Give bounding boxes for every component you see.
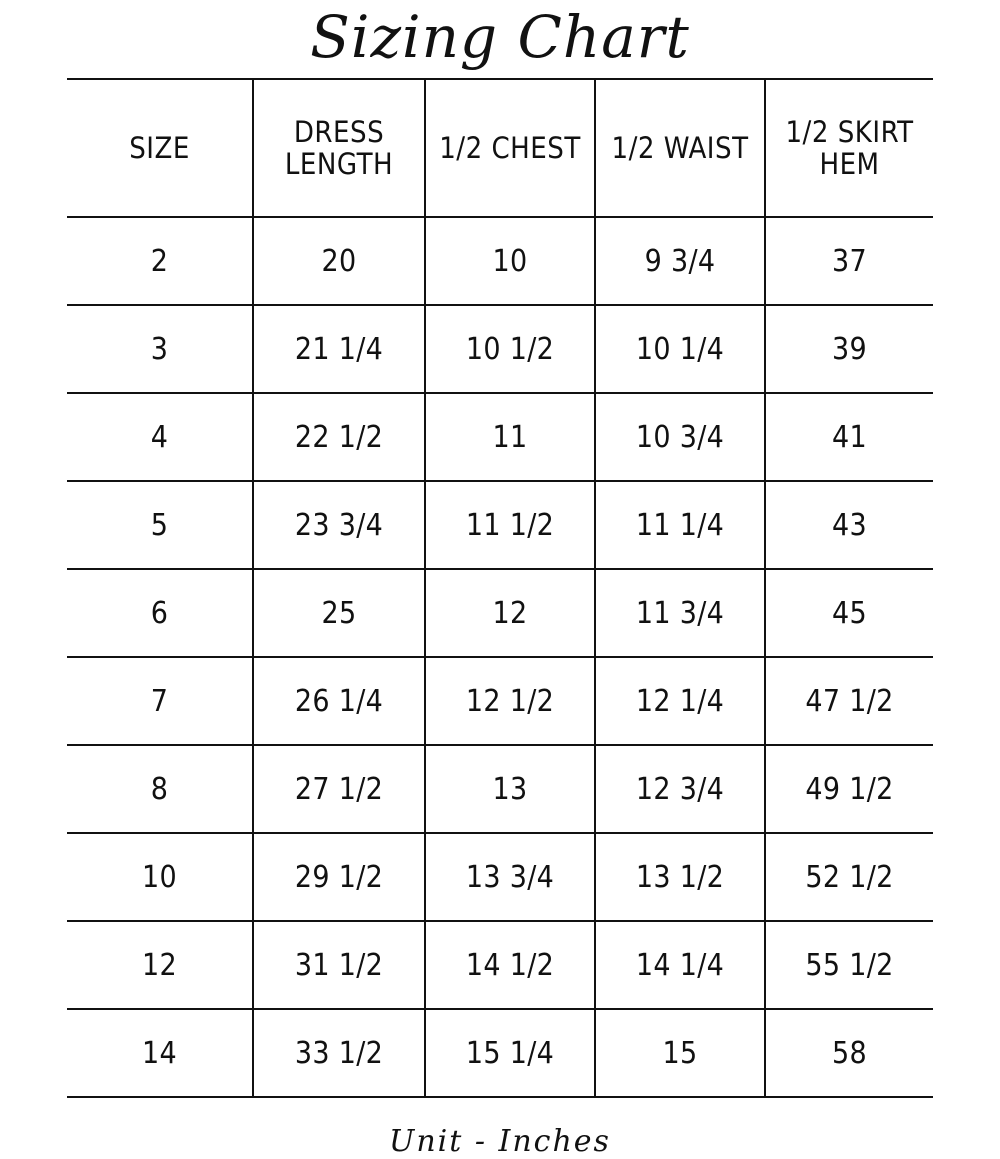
cell-dress-length: 22 1/2: [253, 393, 425, 481]
column-header-half-skirt-hem: 1/2 SKIRT HEM: [765, 79, 933, 217]
table-row: [67, 657, 933, 745]
table-header: [67, 79, 933, 217]
cell-size: 3: [67, 305, 253, 393]
cell-dress-length: 21 1/4: [253, 305, 425, 393]
cell-half-chest: 13 3/4: [425, 833, 595, 921]
cell-half-chest: 14 1/2: [425, 921, 595, 1009]
column-header-dress-length: DRESS LENGTH: [253, 79, 425, 217]
table-row: [67, 1009, 933, 1097]
table-header-row: [67, 79, 933, 217]
cell-half-skirt-hem: 41: [765, 393, 933, 481]
table-row: [67, 481, 933, 569]
cell-half-skirt-hem: 52 1/2: [765, 833, 933, 921]
cell-dress-length: 25: [253, 569, 425, 657]
cell-half-skirt-hem: 39: [765, 305, 933, 393]
table-row: [67, 569, 933, 657]
cell-half-chest: 11 1/2: [425, 481, 595, 569]
cell-size: 10: [67, 833, 253, 921]
cell-dress-length: 29 1/2: [253, 833, 425, 921]
cell-half-waist: 12 3/4: [595, 745, 765, 833]
cell-half-chest: 10 1/2: [425, 305, 595, 393]
table-body: [67, 217, 933, 1097]
table-row: [67, 217, 933, 305]
cell-half-waist: 11 1/4: [595, 481, 765, 569]
cell-half-chest: 12 1/2: [425, 657, 595, 745]
cell-half-waist: 10 3/4: [595, 393, 765, 481]
cell-half-skirt-hem: 58: [765, 1009, 933, 1097]
cell-half-waist: 11 3/4: [595, 569, 765, 657]
cell-size: 4: [67, 393, 253, 481]
cell-half-skirt-hem: 49 1/2: [765, 745, 933, 833]
cell-size: 12: [67, 921, 253, 1009]
sizing-table: [67, 78, 933, 1098]
column-header-size: SIZE: [67, 79, 253, 217]
cell-half-skirt-hem: 37: [765, 217, 933, 305]
unit-note: Unit - Inches: [389, 1124, 611, 1159]
table-row: [67, 393, 933, 481]
cell-size: 2: [67, 217, 253, 305]
cell-half-chest: 10: [425, 217, 595, 305]
table-row: [67, 833, 933, 921]
cell-half-chest: 13: [425, 745, 595, 833]
page-title: Sizing Chart: [310, 3, 690, 71]
cell-half-waist: 10 1/4: [595, 305, 765, 393]
cell-half-waist: 15: [595, 1009, 765, 1097]
cell-dress-length: 27 1/2: [253, 745, 425, 833]
cell-half-skirt-hem: 55 1/2: [765, 921, 933, 1009]
cell-dress-length: 20: [253, 217, 425, 305]
cell-size: 8: [67, 745, 253, 833]
cell-size: 7: [67, 657, 253, 745]
cell-half-waist: 12 1/4: [595, 657, 765, 745]
cell-half-waist: 13 1/2: [595, 833, 765, 921]
column-header-half-chest: 1/2 CHEST: [425, 79, 595, 217]
cell-half-skirt-hem: 43: [765, 481, 933, 569]
table-row: [67, 305, 933, 393]
cell-half-waist: 14 1/4: [595, 921, 765, 1009]
column-header-half-waist: 1/2 WAIST: [595, 79, 765, 217]
cell-dress-length: 26 1/4: [253, 657, 425, 745]
cell-size: 14: [67, 1009, 253, 1097]
cell-size: 5: [67, 481, 253, 569]
cell-dress-length: 23 3/4: [253, 481, 425, 569]
cell-half-skirt-hem: 47 1/2: [765, 657, 933, 745]
cell-half-skirt-hem: 45: [765, 569, 933, 657]
table-row: [67, 745, 933, 833]
cell-half-waist: 9 3/4: [595, 217, 765, 305]
cell-dress-length: 31 1/2: [253, 921, 425, 1009]
cell-half-chest: 11: [425, 393, 595, 481]
cell-dress-length: 33 1/2: [253, 1009, 425, 1097]
cell-size: 6: [67, 569, 253, 657]
cell-half-chest: 12: [425, 569, 595, 657]
cell-half-chest: 15 1/4: [425, 1009, 595, 1097]
table-row: [67, 921, 933, 1009]
